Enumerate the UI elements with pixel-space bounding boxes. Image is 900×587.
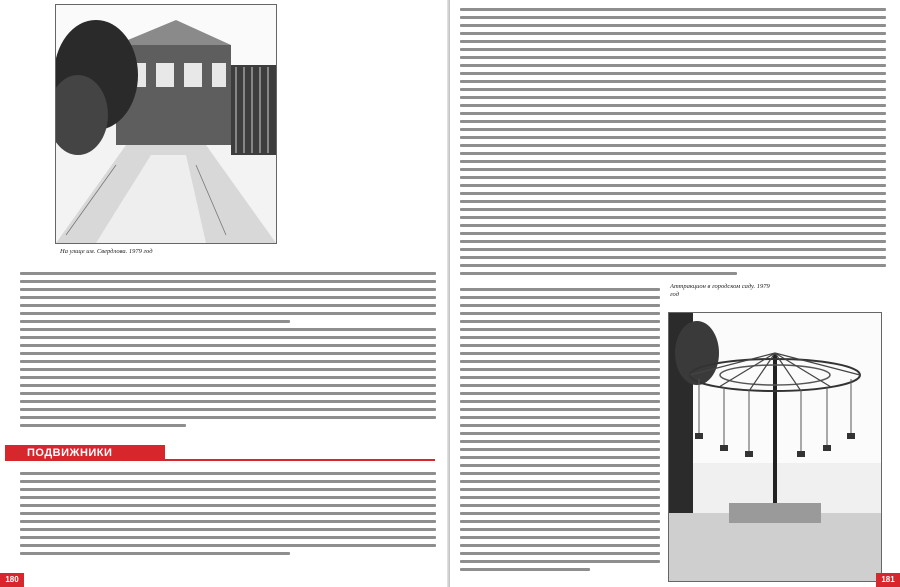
text-line [460, 424, 660, 427]
text-line [20, 480, 436, 483]
text-line [20, 296, 436, 299]
text-line [20, 488, 436, 491]
text-line [20, 312, 436, 315]
text-line [20, 376, 436, 379]
text-line [20, 544, 436, 547]
text-line [460, 184, 886, 187]
text-line [20, 304, 436, 307]
text-line [460, 504, 660, 507]
text-line [460, 536, 660, 539]
text-line [460, 120, 886, 123]
text-line [20, 352, 436, 355]
street-photo-image [56, 5, 276, 243]
text-line [460, 376, 660, 379]
text-line [460, 152, 886, 155]
text-line [460, 104, 886, 107]
text-line [460, 192, 886, 195]
text-line [460, 552, 660, 555]
text-line [460, 560, 660, 563]
text-line [460, 432, 660, 435]
text-line [20, 328, 436, 331]
text-line [20, 512, 436, 515]
text-line [20, 520, 436, 523]
text-line [460, 456, 660, 459]
text-line [460, 72, 886, 75]
left-body-text [20, 272, 436, 432]
text-line [460, 40, 886, 43]
text-line [460, 112, 886, 115]
right-top-text [460, 8, 886, 280]
text-line [460, 256, 886, 259]
text-line [460, 512, 660, 515]
text-line [460, 160, 886, 163]
text-line [20, 336, 436, 339]
carousel-photo-caption: Аттракцион в городском саду. 1979 год [670, 283, 770, 298]
text-line [460, 248, 886, 251]
text-line [460, 496, 660, 499]
carousel-photo-image [669, 313, 881, 581]
text-line [460, 488, 660, 491]
text-line [460, 56, 886, 59]
text-line [20, 400, 436, 403]
text-line [460, 360, 660, 363]
text-line [460, 336, 660, 339]
right-column-text [460, 288, 660, 576]
text-line [460, 344, 660, 347]
street-photo [55, 4, 277, 244]
page-number-left: 180 [0, 573, 24, 587]
text-line [460, 208, 886, 211]
text-line [20, 384, 436, 387]
text-line [460, 544, 660, 547]
text-line [460, 472, 660, 475]
text-line [20, 496, 436, 499]
text-line [460, 392, 660, 395]
text-line [460, 264, 886, 267]
text-line [460, 88, 886, 91]
heading-rule [20, 459, 435, 461]
text-line [20, 360, 436, 363]
carousel-photo [668, 312, 882, 582]
text-line [460, 168, 886, 171]
text-line [460, 144, 886, 147]
text-line [460, 448, 660, 451]
text-line [460, 200, 886, 203]
text-line [460, 48, 886, 51]
text-line [20, 280, 436, 283]
text-line [460, 568, 590, 571]
text-line [460, 480, 660, 483]
text-line [460, 400, 660, 403]
text-line [460, 304, 660, 307]
text-line [460, 272, 737, 275]
left-section-text [20, 472, 436, 560]
text-line [460, 240, 886, 243]
text-line [20, 272, 436, 275]
text-line [460, 16, 886, 19]
text-line [460, 232, 886, 235]
text-line [20, 416, 436, 419]
text-line [460, 24, 886, 27]
text-line [460, 80, 886, 83]
text-line [460, 520, 660, 523]
text-line [460, 64, 886, 67]
text-line [460, 368, 660, 371]
text-line [20, 536, 436, 539]
text-line [460, 288, 660, 291]
text-line [460, 128, 886, 131]
text-line [460, 440, 660, 443]
text-line [460, 320, 660, 323]
text-line [20, 472, 436, 475]
text-line [460, 528, 660, 531]
text-line [20, 320, 290, 323]
text-line [20, 392, 436, 395]
text-line [460, 32, 886, 35]
text-line [460, 96, 886, 99]
text-line [460, 296, 660, 299]
page-number-right: 181 [876, 573, 900, 587]
text-line [20, 424, 186, 427]
text-line [460, 136, 886, 139]
text-line [20, 344, 436, 347]
text-line [20, 288, 436, 291]
text-line [20, 528, 436, 531]
right-page [450, 0, 900, 587]
text-line [460, 408, 660, 411]
text-line [20, 408, 436, 411]
text-line [460, 328, 660, 331]
text-line [460, 312, 660, 315]
section-heading: ПОДВИЖНИКИ [5, 445, 165, 461]
text-line [460, 216, 886, 219]
text-line [460, 416, 660, 419]
text-line [460, 464, 660, 467]
text-line [460, 176, 886, 179]
text-line [460, 224, 886, 227]
text-line [20, 504, 436, 507]
text-line [20, 368, 436, 371]
text-line [460, 384, 660, 387]
text-line [460, 352, 660, 355]
text-line [20, 552, 290, 555]
text-line [460, 8, 886, 11]
street-photo-caption: На улице им. Свердлова. 1979 год [60, 248, 153, 255]
